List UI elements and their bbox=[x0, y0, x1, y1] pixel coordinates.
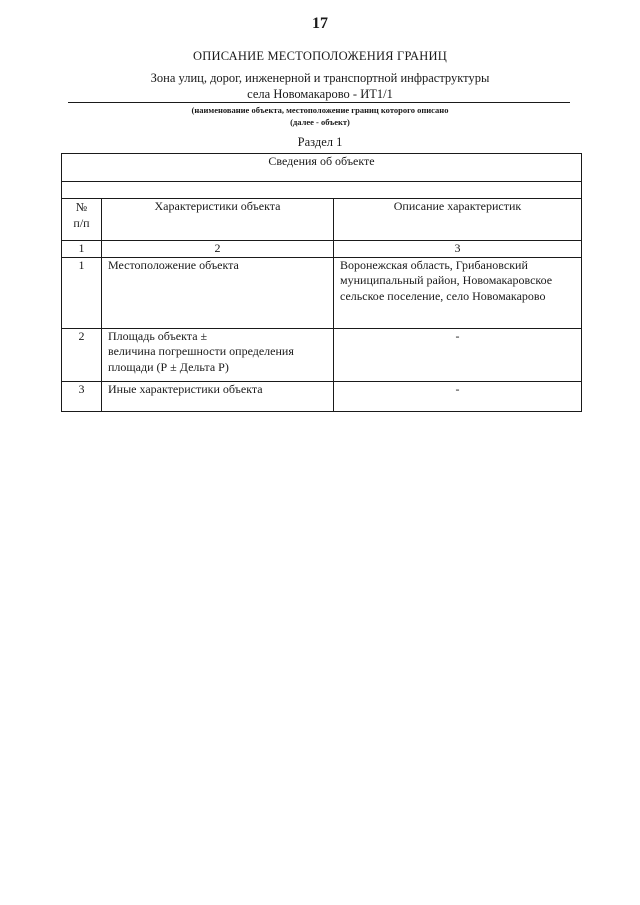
index-cell-1: 1 bbox=[62, 241, 102, 258]
table-blank-cell bbox=[62, 182, 582, 199]
description-line: Воронежская область, Грибановский bbox=[340, 257, 528, 272]
column-header-description: Описание характеристик bbox=[334, 199, 582, 241]
column-header-number-line-2: п/п bbox=[73, 216, 90, 230]
characteristic-line: величина погрешности определения bbox=[108, 344, 294, 358]
row-characteristic: Местоположение объекта bbox=[102, 257, 334, 328]
section-title: Раздел 1 bbox=[297, 135, 343, 149]
object-info-table bbox=[61, 153, 582, 412]
row-description bbox=[334, 257, 582, 328]
table-index-row bbox=[62, 241, 582, 258]
object-name-underline bbox=[68, 102, 570, 103]
caption-line-2: (далее - объект) bbox=[290, 117, 350, 127]
object-name-caption bbox=[0, 104, 640, 128]
characteristic-line: Площадь объекта ± bbox=[108, 328, 208, 343]
table-header: Сведения об объекте bbox=[62, 154, 582, 182]
page-number: 17 bbox=[312, 15, 328, 32]
row-number: 3 bbox=[62, 381, 102, 411]
column-header-characteristics: Характеристики объекта bbox=[102, 199, 334, 241]
object-name-line-1: Зона улиц, дорог, инженерной и транспортной инфраструктуры bbox=[150, 71, 490, 85]
object-name-line-2: села Новомакарово - ИТ1/1 bbox=[247, 87, 393, 101]
caption-line-1: (наименование объекта, местоположение границ которого описано bbox=[191, 105, 449, 115]
table-header-row bbox=[62, 154, 582, 182]
row-number: 1 bbox=[62, 257, 102, 328]
row-characteristic bbox=[102, 328, 334, 381]
table-column-headers bbox=[62, 199, 582, 241]
table-row bbox=[62, 257, 582, 328]
table-row bbox=[62, 381, 582, 411]
column-header-number bbox=[62, 199, 102, 241]
description-line: сельское поселение, село Новомакарово bbox=[340, 288, 546, 303]
document-title: ОПИСАНИЕ МЕСТОПОЛОЖЕНИЯ ГРАНИЦ bbox=[193, 49, 447, 63]
row-number: 2 bbox=[62, 328, 102, 381]
characteristic-line: площади (Р ± Дельта Р) bbox=[108, 359, 229, 374]
column-header-number-line-1: № bbox=[75, 200, 88, 214]
index-cell-3: 3 bbox=[334, 241, 582, 258]
table-blank-row bbox=[62, 182, 582, 199]
row-characteristic: Иные характеристики объекта bbox=[102, 381, 334, 411]
row-description: - bbox=[334, 381, 582, 411]
table-row bbox=[62, 328, 582, 381]
index-cell-2: 2 bbox=[102, 241, 334, 258]
row-description: - bbox=[334, 328, 582, 381]
object-name bbox=[0, 70, 640, 102]
description-line: муниципальный район, Новомакаровское bbox=[340, 273, 553, 287]
